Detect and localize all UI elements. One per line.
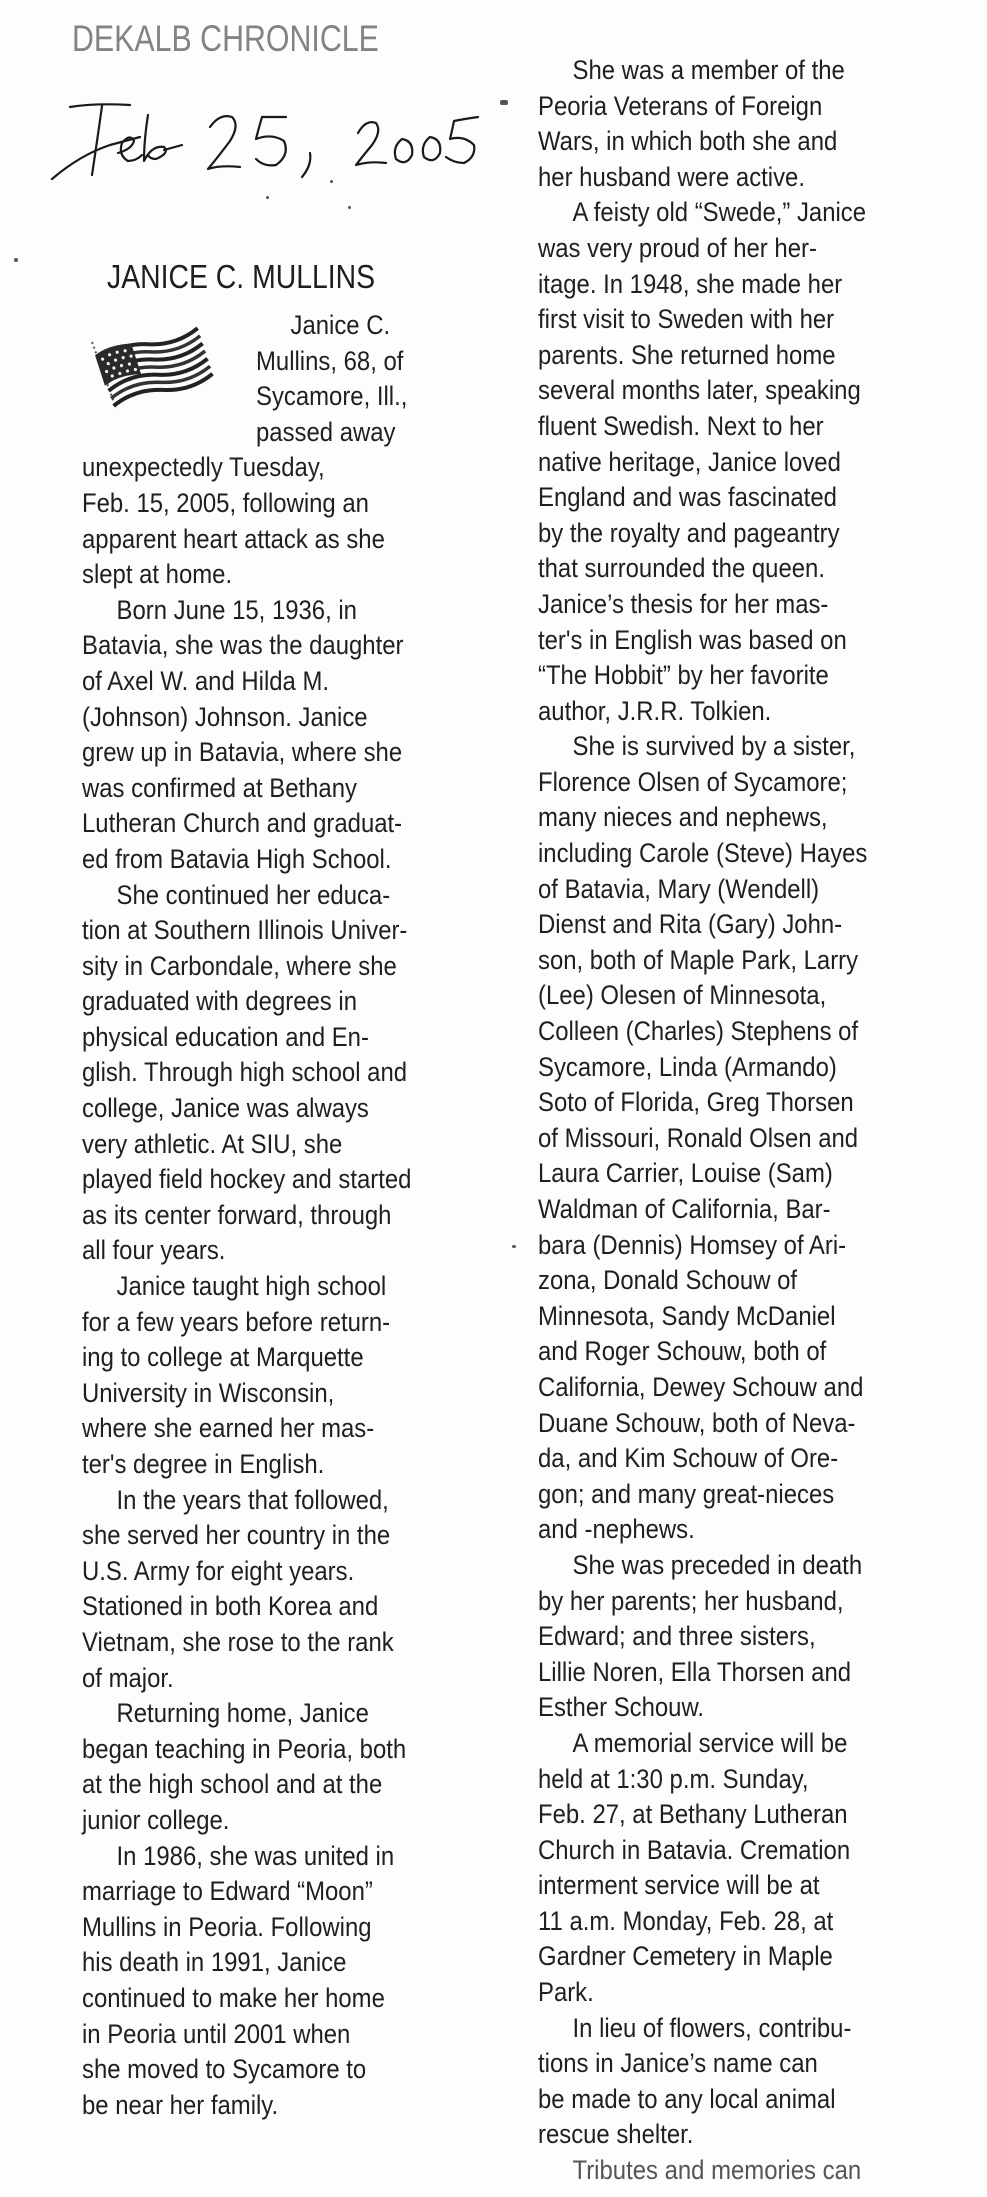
text-line: unexpectedly Tuesday, bbox=[82, 452, 325, 483]
text-line: (Johnson) Johnson. Janice bbox=[82, 701, 368, 732]
text-line: she moved to Sycamore to bbox=[82, 2054, 367, 2085]
text-line: Batavia, she was the daughter bbox=[82, 630, 404, 661]
text-line: continued to make her home bbox=[82, 1982, 385, 2013]
text-line: of Missouri, Ronald Olsen and bbox=[538, 1122, 859, 1153]
text-line: (Lee) Olesen of Minnesota, bbox=[538, 980, 827, 1011]
scan-speck bbox=[512, 1245, 516, 1248]
text-line: fluent Swedish. Next to her bbox=[538, 410, 824, 441]
text-line: rescue shelter. bbox=[538, 2119, 694, 2150]
text-line: Peoria Veterans of Foreign bbox=[538, 90, 823, 121]
text-line: his death in 1991, Janice bbox=[82, 1947, 347, 1978]
text-line: played field hockey and started bbox=[82, 1164, 412, 1195]
text-line: and -nephews. bbox=[538, 1514, 695, 1545]
scan-speck bbox=[348, 206, 351, 209]
text-line: Minnesota, Sandy McDaniel bbox=[538, 1300, 836, 1331]
text-line: ter's in English was based on bbox=[538, 624, 847, 655]
text-line: University in Wisconsin, bbox=[82, 1377, 335, 1408]
text-line: In 1986, she was united in bbox=[116, 1840, 395, 1871]
scan-speck bbox=[500, 100, 508, 105]
text-line: Feb. 27, at Bethany Lutheran bbox=[538, 1799, 848, 1830]
obituary-left-column bbox=[82, 450, 411, 2123]
text-line: Born June 15, 1936, in bbox=[116, 594, 357, 625]
text-line: Park. bbox=[538, 1977, 594, 2008]
text-line: She was preceded in death bbox=[572, 1549, 863, 1580]
text-line: tion at Southern Illinois Univer- bbox=[82, 915, 408, 946]
text-line: for a few years before return- bbox=[82, 1306, 391, 1337]
text-line: Sycamore, Ill., bbox=[256, 381, 408, 412]
text-line: junior college. bbox=[82, 1804, 230, 1835]
text-line: be near her family. bbox=[82, 2089, 279, 2120]
american-flag-icon bbox=[86, 300, 216, 412]
scan-speck bbox=[14, 258, 18, 262]
text-line: interment service will be at bbox=[538, 1870, 820, 1901]
text-line: 11 a.m. Monday, Feb. 28, at bbox=[538, 1905, 834, 1936]
text-line: gon; and many great-nieces bbox=[538, 1478, 835, 1509]
text-line: was very proud of her her- bbox=[538, 232, 817, 263]
text-line: held at 1:30 p.m. Sunday, bbox=[538, 1763, 809, 1794]
text-line: in Peoria until 2001 when bbox=[82, 2018, 351, 2049]
text-line: where she earned her mas- bbox=[82, 1413, 375, 1444]
text-line: Dienst and Rita (Gary) John- bbox=[538, 909, 843, 940]
handwritten-date bbox=[40, 95, 480, 195]
text-line: A feisty old “Swede,” Janice bbox=[572, 197, 867, 228]
text-line: Janice’s thesis for her mas- bbox=[538, 588, 829, 619]
publication-stamp: DEKALB CHRONICLE bbox=[72, 18, 379, 59]
text-line: She continued her educa- bbox=[116, 879, 391, 910]
text-line: Vietnam, she rose to the rank bbox=[82, 1626, 394, 1657]
text-line: son, both of Maple Park, Larry bbox=[538, 944, 859, 975]
text-line: U.S. Army for eight years. bbox=[82, 1555, 355, 1586]
text-line: Gardner Cemetery in Maple bbox=[538, 1941, 833, 1972]
text-line: first visit to Sweden with her bbox=[538, 304, 835, 335]
text-line: slept at home. bbox=[82, 559, 233, 590]
handwriting-stroke-F bbox=[70, 104, 130, 107]
text-line: many nieces and nephews, bbox=[538, 802, 828, 833]
text-line: several months later, speaking bbox=[538, 375, 861, 406]
text-line: Laura Carrier, Louise (Sam) bbox=[538, 1158, 833, 1189]
text-line: Feb. 15, 2005, following an bbox=[82, 487, 369, 518]
text-line: Wars, in which both she and bbox=[538, 126, 838, 157]
obituary-right-column bbox=[538, 53, 867, 2189]
text-line: of Axel W. and Hilda M. bbox=[82, 665, 330, 696]
text-line: grew up in Batavia, where she bbox=[82, 737, 403, 768]
text-line: ing to college at Marquette bbox=[82, 1342, 364, 1373]
text-line: by her parents; her husband, bbox=[538, 1585, 844, 1616]
text-line: England and was fascinated bbox=[538, 482, 837, 513]
text-line: Lutheran Church and graduat- bbox=[82, 808, 403, 839]
text-line: Lillie Noren, Ella Thorsen and bbox=[538, 1656, 852, 1687]
text-line: Colleen (Charles) Stephens of bbox=[538, 1016, 859, 1047]
text-line: apparent heart attack as she bbox=[82, 523, 385, 554]
text-line: marriage to Edward “Moon” bbox=[82, 1876, 373, 1907]
text-line: was confirmed at Bethany bbox=[82, 772, 357, 803]
text-line: In lieu of flowers, contribu- bbox=[572, 2012, 852, 2043]
text-line: tions in Janice’s name can bbox=[538, 2048, 818, 2079]
text-line: Waldman of California, Bar- bbox=[538, 1194, 831, 1224]
text-line: and Roger Schouw, both of bbox=[538, 1336, 827, 1367]
text-line: passed away bbox=[256, 416, 396, 447]
text-line: ter's degree in English. bbox=[82, 1449, 325, 1480]
text-line: including Carole (Steve) Hayes bbox=[538, 838, 868, 869]
text-line: Edward; and three sisters, bbox=[538, 1621, 816, 1652]
scan-speck bbox=[266, 196, 269, 199]
text-line: sity in Carbondale, where she bbox=[82, 950, 397, 981]
text-line: all four years. bbox=[82, 1235, 226, 1266]
text-line: da, and Kim Schouw of Ore- bbox=[538, 1443, 839, 1474]
text-line: Mullins in Peoria. Following bbox=[82, 1911, 372, 1942]
text-line: author, J.R.R. Tolkien. bbox=[538, 695, 772, 726]
text-line: zona, Donald Schouw of bbox=[538, 1265, 798, 1296]
text-line: of Batavia, Mary (Wendell) bbox=[538, 873, 820, 904]
text-line: Janice C. bbox=[290, 310, 391, 340]
text-line: Church in Batavia. Cremation bbox=[538, 1834, 851, 1865]
text-line: parents. She returned home bbox=[538, 339, 836, 370]
obituary-lead-lines bbox=[256, 308, 407, 450]
text-line: by the royalty and pageantry bbox=[538, 517, 840, 548]
text-line: her husband were active. bbox=[538, 161, 805, 192]
text-line: Soto of Florida, Greg Thorsen bbox=[538, 1087, 854, 1118]
text-line: she served her country in the bbox=[82, 1520, 391, 1551]
text-line: bara (Dennis) Homsey of Ari- bbox=[538, 1229, 847, 1260]
text-line: Esther Schouw. bbox=[538, 1692, 705, 1723]
text-line: glish. Through high school and bbox=[82, 1057, 408, 1088]
text-line: very athletic. At SIU, she bbox=[82, 1128, 343, 1159]
text-line: began teaching in Peoria, both bbox=[82, 1733, 407, 1764]
text-line: She was a member of the bbox=[572, 55, 845, 85]
text-line: California, Dewey Schouw and bbox=[538, 1371, 864, 1402]
text-line: graduated with degrees in bbox=[82, 986, 357, 1017]
text-line: Mullins, 68, of bbox=[256, 345, 404, 376]
text-line: of major. bbox=[82, 1662, 174, 1693]
text-line: A memorial service will be bbox=[572, 1727, 848, 1758]
text-line: “The Hobbit” by her favorite bbox=[538, 660, 829, 691]
scan-speck bbox=[330, 180, 333, 183]
text-line: Duane Schouw, both of Neva- bbox=[538, 1407, 856, 1438]
text-line: as its center forward, through bbox=[82, 1199, 392, 1230]
text-line: Stationed in both Korea and bbox=[82, 1591, 379, 1622]
text-line: Tributes and memories can bbox=[572, 2155, 862, 2186]
text-line: Janice taught high school bbox=[116, 1271, 387, 1302]
text-line: In the years that followed, bbox=[116, 1484, 389, 1515]
text-line: that surrounded the queen. bbox=[538, 553, 825, 584]
text-line: Sycamore, Linda (Armando) bbox=[538, 1051, 837, 1082]
text-line: Returning home, Janice bbox=[116, 1698, 369, 1729]
text-line: at the high school and at the bbox=[82, 1769, 383, 1800]
obituary-headline: JANICE C. MULLINS bbox=[107, 258, 376, 295]
text-line: be made to any local animal bbox=[538, 2083, 836, 2114]
text-line: itage. In 1948, she made her bbox=[538, 268, 843, 299]
text-line: Florence Olsen of Sycamore; bbox=[538, 766, 848, 797]
text-line: She is survived by a sister, bbox=[572, 731, 856, 762]
text-line: native heritage, Janice loved bbox=[538, 446, 841, 477]
text-line: college, Janice was always bbox=[82, 1093, 369, 1124]
text-line: ed from Batavia High School. bbox=[82, 843, 392, 874]
text-line: physical education and En- bbox=[82, 1021, 369, 1052]
